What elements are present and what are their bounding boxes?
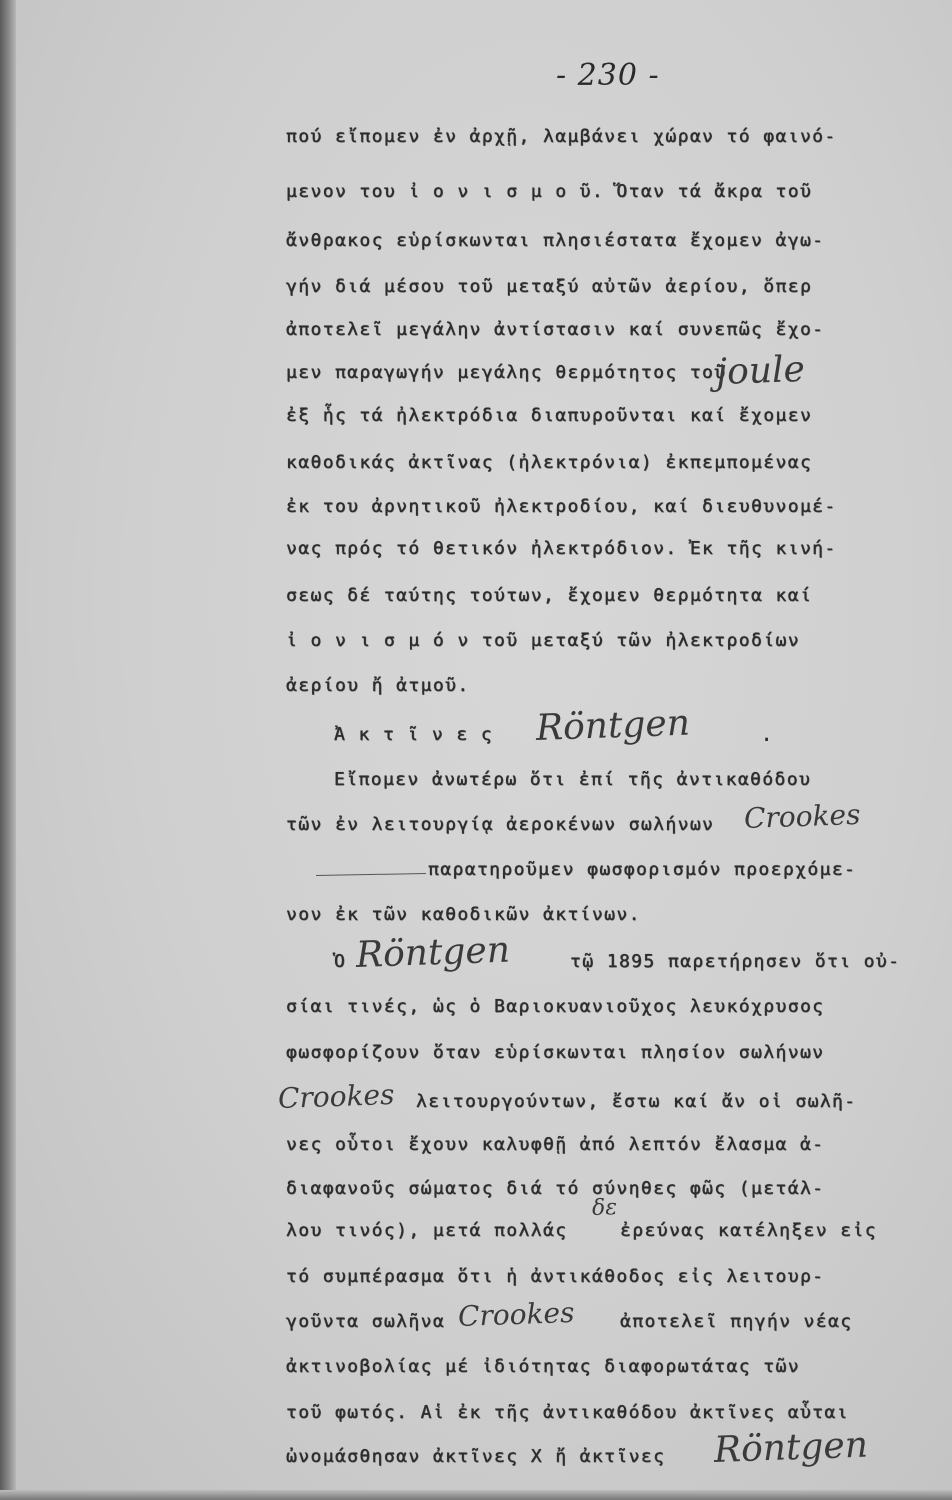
handwritten-dash <box>316 873 426 876</box>
text-line-7: ἐξ ἧς τά ἠλεκτρόδια διαπυροῦνται καί ἔχομεν <box>286 405 813 426</box>
text-line-21: λειτουργούντων, ἔστω καί ἄν οἱ σωλῆ- <box>416 1091 857 1112</box>
handwritten-crookes-2: Crookes <box>277 1077 395 1115</box>
text-line-24a: λου τινός), μετά πολλάς <box>286 1220 568 1241</box>
handwritten-rontgen-3: Röntgen <box>713 1424 869 1471</box>
text-line-16: παρατηροῦμεν φωσφορισμόν προερχόμε- <box>428 859 857 880</box>
scan-bottom-edge <box>0 1490 952 1500</box>
text-line-23: διαφανοῦς σώματος διά τό σύνηθες φῶς (μετάλ- <box>286 1178 825 1199</box>
text-line-19: σίαι τινές, ὡς ὁ Βαριοκυανιοῦχος λευκόχρυσος <box>286 996 825 1017</box>
text-line-13: ἀερίου ἤ ἀτμοῦ. <box>286 675 470 696</box>
page-number: - 230 - <box>556 58 660 93</box>
text-line-5: ἀποτελεῖ μεγάλην ἀντίστασιν καί συνεπῶς ἔχο- <box>286 319 825 340</box>
heading-period: . <box>760 722 774 747</box>
text-line-14: Εἴπομεν ἀνωτέρω ὅτι ἐπί τῆς ἀντικαθόδου <box>334 769 812 790</box>
handwritten-crookes-3: Crookes <box>457 1295 575 1333</box>
text-line-27: ἀκτινοβολίας μέ ἰδιότητας διαφορωτάτας τῶν <box>286 1356 800 1377</box>
text-line-22: νες οὗτοι ἔχουν καλυφθῇ ἀπό λεπτόν ἔλασμα ἀ- <box>286 1134 825 1155</box>
handwritten-rontgen-2: Röntgen <box>355 929 511 976</box>
text-line-28: τοῦ φωτός. Αἱ ἐκ τῆς ἀντικαθόδου ἀκτῖνες αὗται <box>286 1402 849 1423</box>
handwritten-rontgen-heading: Röntgen <box>535 702 691 749</box>
text-line-17: νον ἐκ τῶν καθοδικῶν ἀκτίνων. <box>286 904 641 925</box>
text-line-15: τῶν ἐν λειτουργίᾳ ἀεροκένων σωλήνων <box>286 814 715 835</box>
handwritten-joule: joule <box>715 348 806 393</box>
text-line-12: ἰ ο ν ι σ μ ό ν τοῦ μεταξύ τῶν ἠλεκτροδίων <box>286 630 800 651</box>
binding-shadow <box>0 0 16 1500</box>
text-line-10: νας πρός τό θετικόν ἠλεκτρόδιον. Ἐκ τῆς κινή- <box>286 538 837 559</box>
text-line-24b: ἐρεύνας κατέληξεν εἰς <box>620 1220 877 1241</box>
text-line-29: ὠνομάσθησαν ἀκτῖνες Χ ἤ ἀκτῖνες <box>286 1446 666 1467</box>
text-line-26b: ἀποτελεῖ πηγήν νέας <box>620 1311 853 1332</box>
text-line-26a: γοῦντα σωλῆνα <box>286 1311 446 1332</box>
text-line-9: ἐκ του ἀρνητικοῦ ἠλεκτροδίου, καί διευθυνομέ- <box>286 496 837 517</box>
handwritten-crookes-1: Crookes <box>743 797 861 835</box>
text-line-4: γήν διά μέσου τοῦ μεταξύ αὐτῶν ἀερίου, ὅπερ <box>286 276 813 297</box>
text-line-2: μενον του ἰ ο ν ι σ μ ο ῦ. Ὅταν τά ἄκρα τοῦ <box>286 181 813 202</box>
text-line-25: τό συμπέρασμα ὅτι ἡ ἀντικάθοδος εἰς λειτουρ- <box>286 1266 825 1287</box>
paper-sheet <box>16 0 952 1500</box>
text-line-1: πού εἴπομεν ἐν ἀρχῇ, λαμβάνει χώραν τό φαινό- <box>286 126 837 147</box>
text-line-8: καθοδικάς ἀκτῖνας (ἠλεκτρόνια) ἐκπεμπομένας <box>286 452 813 473</box>
text-line-18b: τῷ 1895 παρετήρησεν ὅτι οὐ- <box>570 951 901 972</box>
handwritten-de: δε <box>591 1195 618 1221</box>
text-line-20: φωσφορίζουν ὅταν εὑρίσκωνται πλησίον σωλήνων <box>286 1042 825 1063</box>
section-heading: Ἀ κ τ ῖ ν ε ς <box>334 724 494 745</box>
text-line-11: σεως δέ ταύτης τούτων, ἔχομεν θερμότητα καί <box>286 585 813 606</box>
text-line-18a: Ὁ <box>334 951 347 972</box>
text-line-6: μεν παραγωγήν μεγάλης θερμότητος τοῦ <box>286 362 727 383</box>
text-line-3: ἄνθρακος εὑρίσκωνται πλησιέστατα ἔχομεν ἀγω- <box>286 230 825 251</box>
